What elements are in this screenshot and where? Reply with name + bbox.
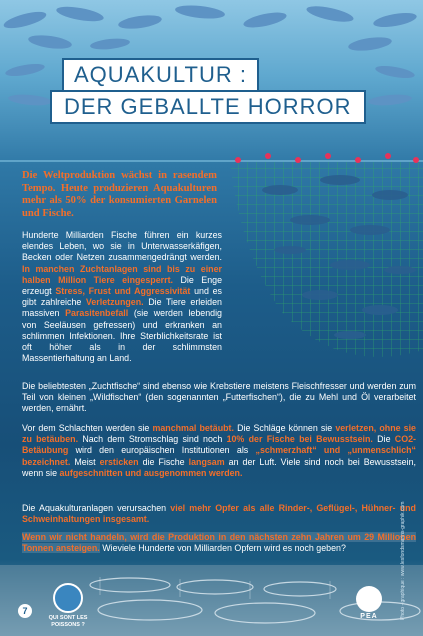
badge-qui-sont-les-poissons [48, 583, 88, 628]
badge-label: QUI SONT LES POISSONS ? [48, 615, 88, 628]
fish-badge-icon [53, 583, 83, 613]
side-credit: Photo - graphique : www.lesfondsmarins-graphik.com [400, 501, 406, 620]
title-line-1: AQUAKULTUR : [62, 58, 259, 92]
page-number: 7 [18, 604, 32, 618]
pea-logo-icon [356, 586, 382, 612]
pea-logo-text: PEA [360, 613, 378, 620]
title-block [50, 58, 350, 122]
paragraph-outlook: Wenn wir nicht handeln, wird die Produktion in den nächsten zehn Jahren um 29 Millionen Tonnen ansteigen. Wieviele Hunderte von Milliarden Opfern wird es noch geben? [22, 532, 416, 554]
paragraph-victims: Die Aquakulturanlagen verursachen viel mehr Opfer als alle Rinder-, Geflügel-, Hühner- und Schweinhaltungen insgesamt. [22, 503, 416, 525]
title-line-2: DER GEBALLTE HORROR [50, 90, 366, 124]
pea-logo [352, 586, 386, 620]
fish-net-illustration [220, 150, 423, 360]
paragraph-conditions: Hunderte Milliarden Fische führen ein kurzes elendes Leben, wo sie in Unterwasserkäfigen, Becken oder Netzen zusammengedrängt werden. In manchen Zuchtanlagen sind bis zu einer halben Million Tiere eingesperrt. Die Enge erzeugt Stress, Frust und Aggressivität und es gibt zahlreiche Verletzungen. Die Tiere erleiden massiven Parasitenbefall (sie werden lebendig von Seeläusen gefressen) und erkranken an schlimmen Infektionen. Ihre Sterblichkeitsrate ist oft höher als in der schlimmsten Massentierhaltung an Land. [22, 230, 223, 364]
intro-paragraph: Die Weltproduktion wächst in rasendem Tempo. Heute produzieren Aquakulturen mehr als 50% der konsumierten Garnelen und Fische. [22, 170, 217, 219]
paragraph-feed: Die beliebtesten „Zuchtfische“ sind ebenso wie Krebstiere meistens Fleischfresser und werden zum Teil von kleinen „Wildfischen“ (den sogenannten „Futterfischen“), die zu Mehl und Öl verarbeitet werden, ernährt. [22, 381, 416, 414]
paragraph-slaughter: Vor dem Schlachten werden sie manchmal betäubt. Die Schläge können sie verletzen, ohne sie zu betäuben. Nach dem Stromschlag sind noch 10% der Fische bei Bewusstsein. Die CO2-Betäubung wird den europäischen Institutionen als „schmerzhaft“ und „unmenschlich“ bezeichnet. Meist ersticken die Fische langsam an der Luft. Viele sind noch bei Bewusstsein, wenn sie aufgeschnitten und ausgenommen werden. [22, 423, 416, 478]
